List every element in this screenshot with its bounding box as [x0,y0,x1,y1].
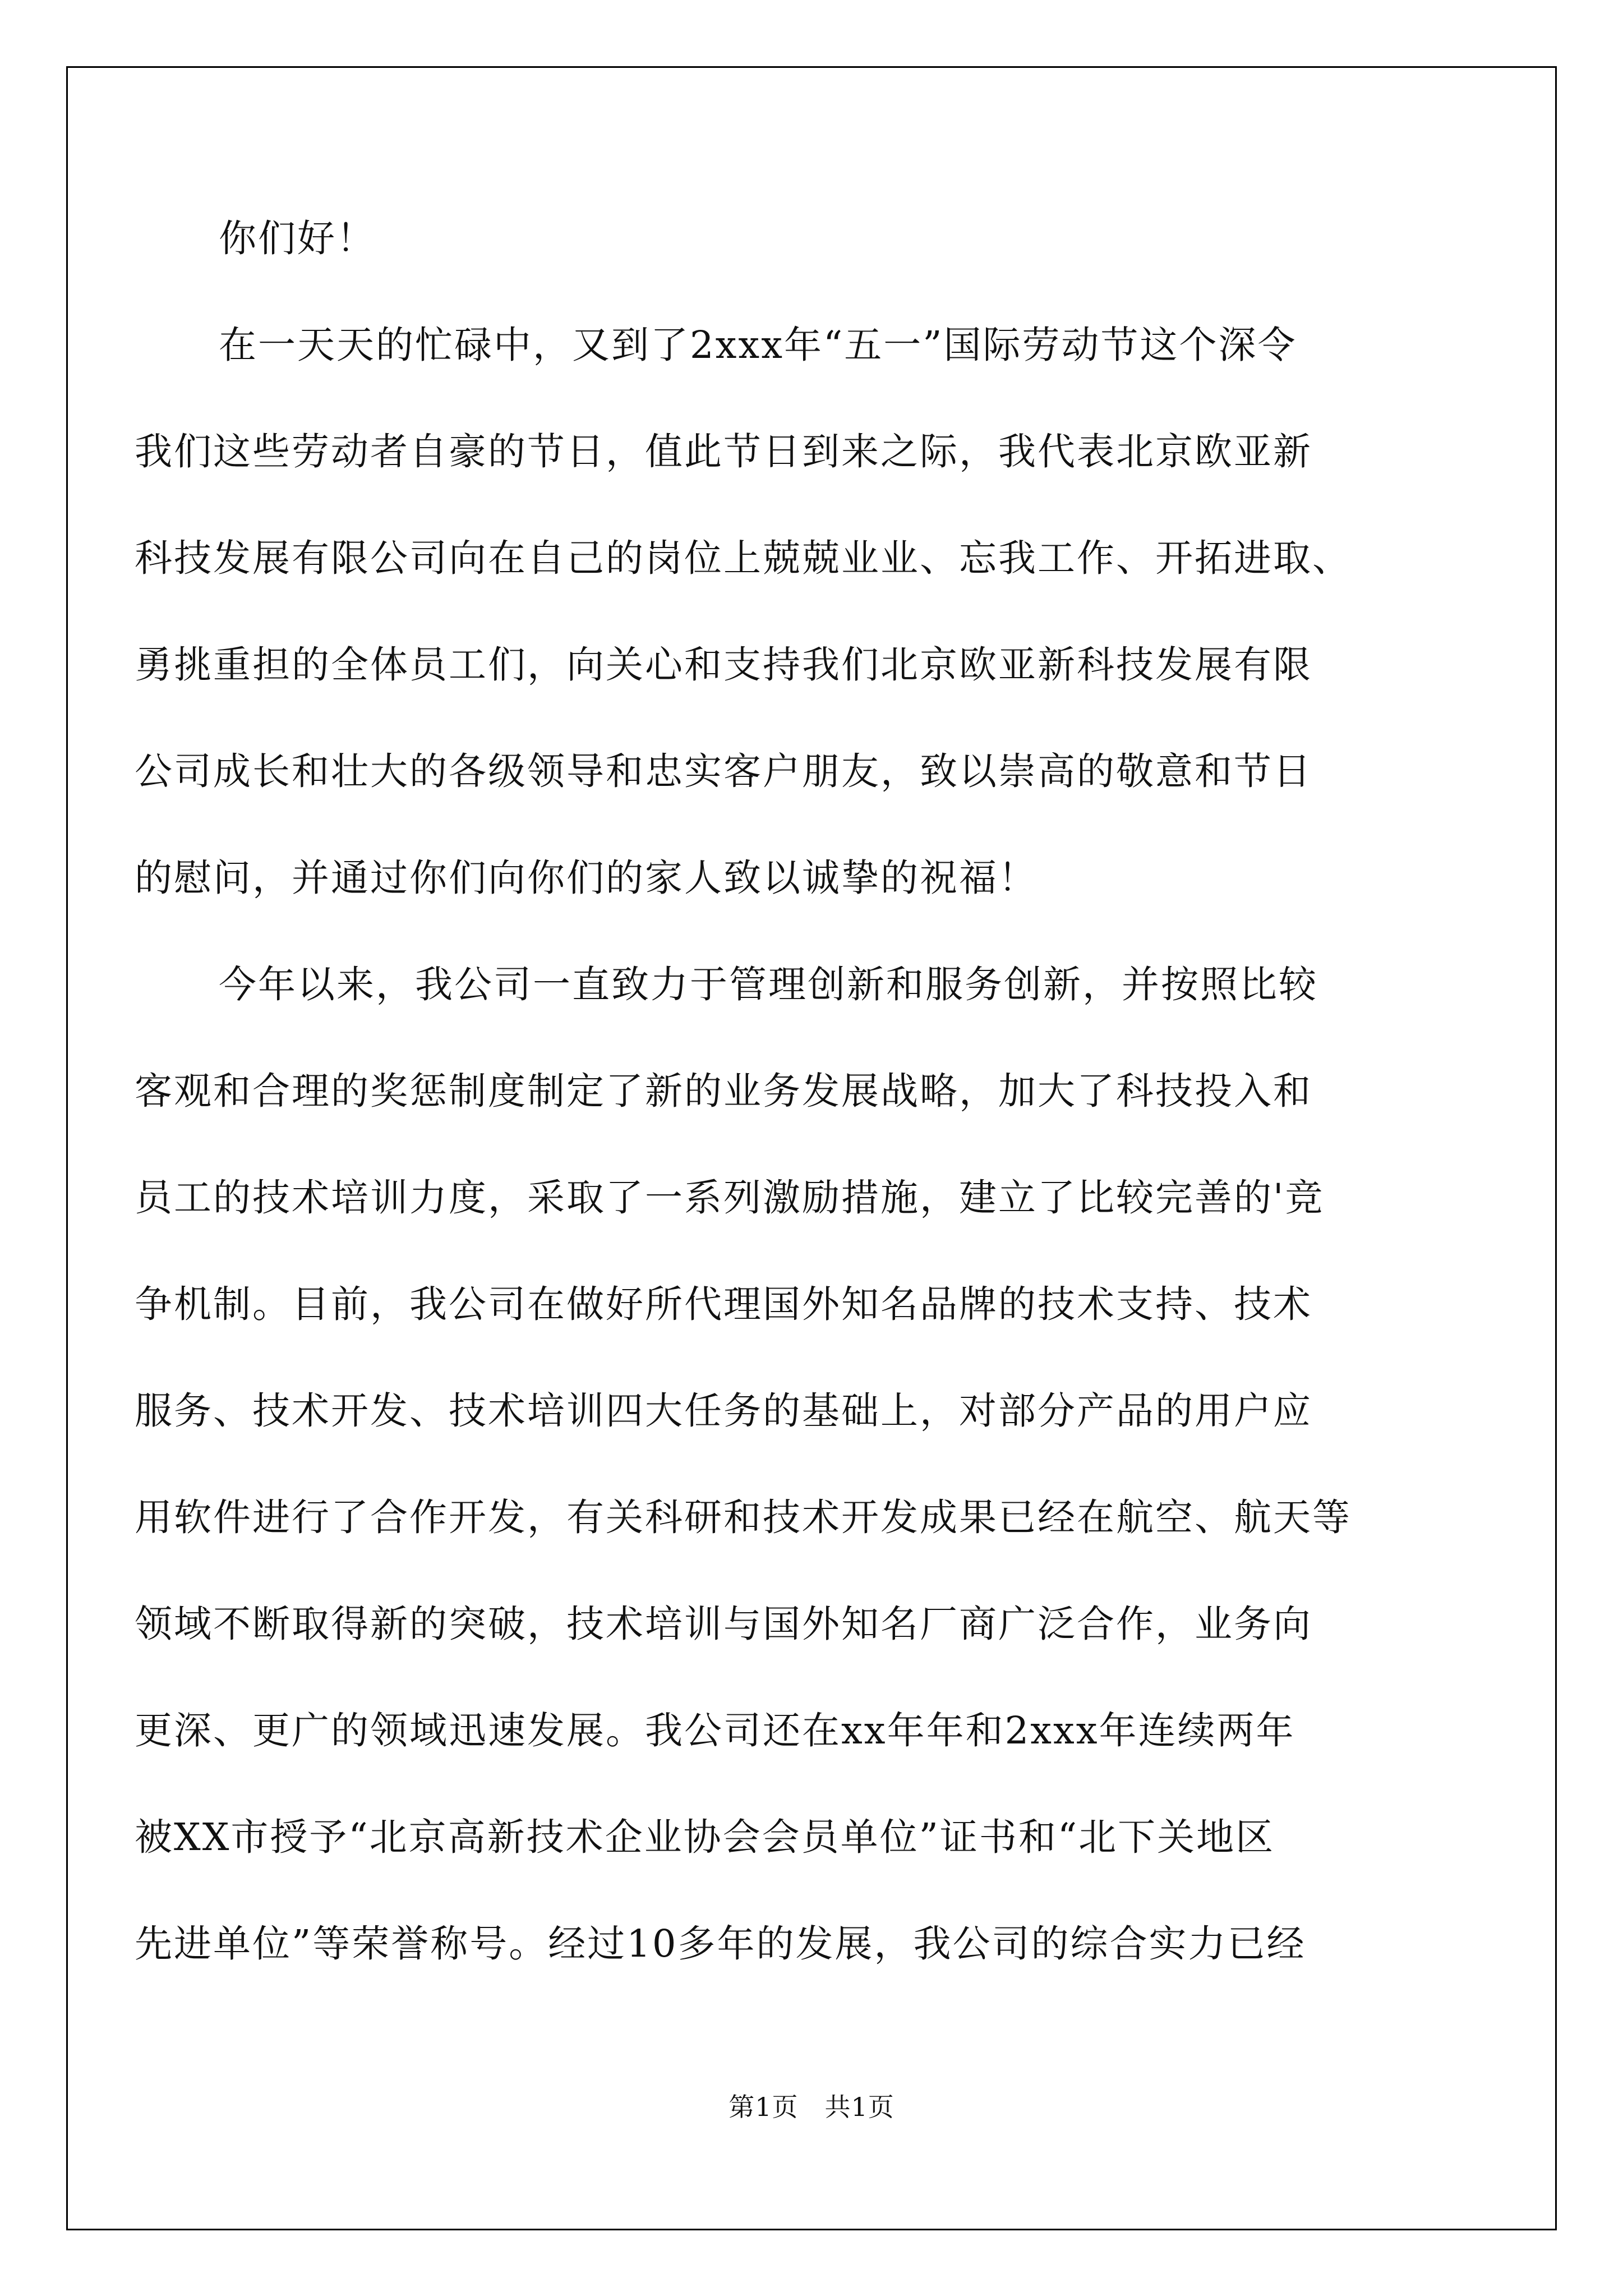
paragraph-2-line-5: 服务、技术开发、技术培训四大任务的基础上，对部分产品的用户应 [135,1389,1312,1433]
paragraph-1-line-5: 公司成长和壮大的各级领导和忠实客户朋友，致以崇高的敬意和节日 [135,749,1312,793]
paragraph-2-line-8: 更深、更广的领域迅速发展。我公司还在xx年年和2xxx年连续两年 [135,1709,1295,1752]
paragraph-2-line-1: 今年以来，我公司一直致力于管理创新和服务创新，并按照比较 [219,963,1318,1006]
page-number-footer: 第1页 共1页 [728,2092,895,2122]
paragraph-1-line-4: 勇挑重担的全体员工们，向关心和支持我们北京欧亚新科技发展有限 [135,643,1312,687]
paragraph-1-line-6: 的慰问，并通过你们向你们的家人致以诚挚的祝福！ [135,856,1038,900]
paragraph-2-line-2: 客观和合理的奖惩制度制定了新的业务发展战略，加大了科技投入和 [135,1069,1312,1113]
paragraph-2-line-10: 先进单位”等荣誉称号。经过10多年的发展，我公司的综合实力已经 [135,1922,1306,1966]
paragraph-1-line-3: 科技发展有限公司向在自己的岗位上兢兢业业、忘我工作、开拓进取、 [135,536,1352,580]
document-body [135,185,1419,1997]
paragraph-2-line-9: 被XX市授予“北京高新技术企业协会会员单位”证书和“北下关地区 [135,1815,1275,1859]
paragraph-2-line-6: 用软件进行了合作开发，有关科研和技术开发成果已经在航空、航天等 [135,1496,1352,1539]
greeting-line: 你们好！ [219,217,376,260]
paragraph-2-line-4: 争机制。目前，我公司在做好所代理国外知名品牌的技术支持、技术 [135,1282,1312,1326]
paragraph-2-line-3: 员工的技术培训力度，采取了一系列激励措施，建立了比较完善的'竞 [135,1176,1325,1220]
paragraph-1-line-2: 我们这些劳动者自豪的节日，值此节日到来之际，我代表北京欧亚新 [135,430,1312,473]
paragraph-1-line-1: 在一天天的忙碌中，又到了2xxx年“五一”国际劳动节这个深令 [219,323,1297,367]
paragraph-2-line-7: 领域不断取得新的突破，技术培训与国外知名厂商广泛合作，业务向 [135,1602,1312,1646]
